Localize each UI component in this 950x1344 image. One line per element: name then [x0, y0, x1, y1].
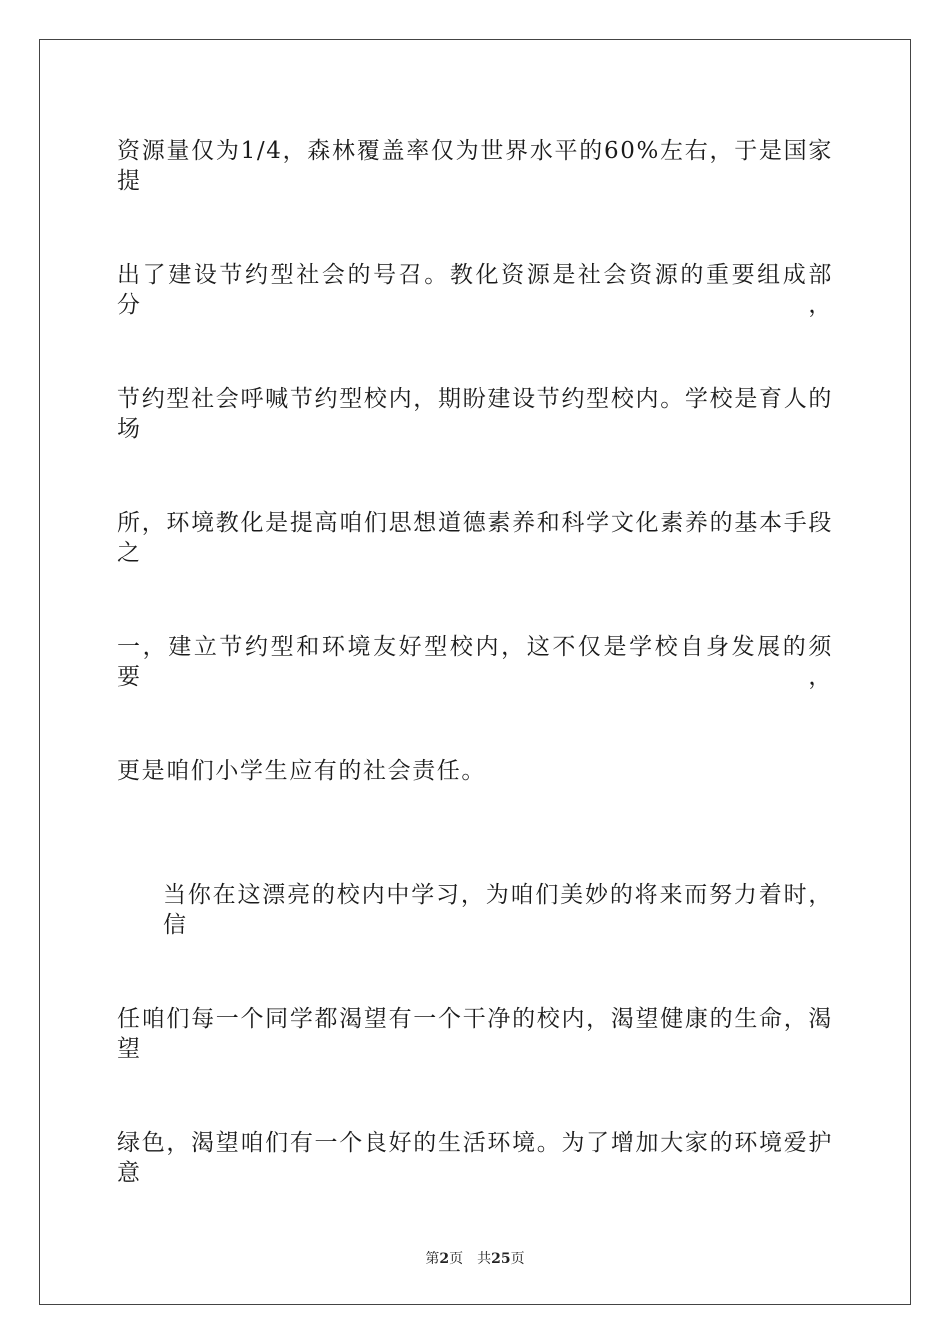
page-suffix: 页: [449, 1251, 464, 1267]
body-line-6: 更是咱们小学生应有的社会责任。: [117, 758, 486, 784]
body-line-7: 当你在这漂亮的校内中学习，为咱们美妙的将来而努力着时，信: [163, 882, 833, 938]
body-line-9: 绿色，渴望咱们有一个良好的生活环境。为了增加大家的环境爱护意: [117, 1130, 833, 1186]
body-line-8: 任咱们每一个同学都渴望有一个干净的校内，渴望健康的生命，渴望: [117, 1006, 833, 1062]
page-prefix: 第: [425, 1251, 440, 1267]
total-suffix: 页: [510, 1251, 525, 1267]
body-line-2: 出了建设节约型社会的号召。教化资源是社会资源的重要组成部分，: [117, 262, 833, 318]
body-line-4: 所，环境教化是提高咱们思想道德素养和科学文化素养的基本手段之: [117, 510, 833, 566]
body-line-5: 一，建立节约型和环境友好型校内，这不仅是学校自身发展的须要，: [117, 634, 833, 690]
body-line-3: 节约型社会呼喊节约型校内，期盼建设节约型校内。学校是育人的场: [117, 386, 833, 442]
page-number: 2: [439, 1251, 450, 1267]
page-footer: [0, 1248, 950, 1268]
body-line-1: 资源量仅为1/4，森林覆盖率仅为世界水平的60%左右，于是国家提: [117, 138, 833, 194]
total-pages: 25: [491, 1251, 511, 1267]
total-prefix: 共: [477, 1251, 492, 1267]
